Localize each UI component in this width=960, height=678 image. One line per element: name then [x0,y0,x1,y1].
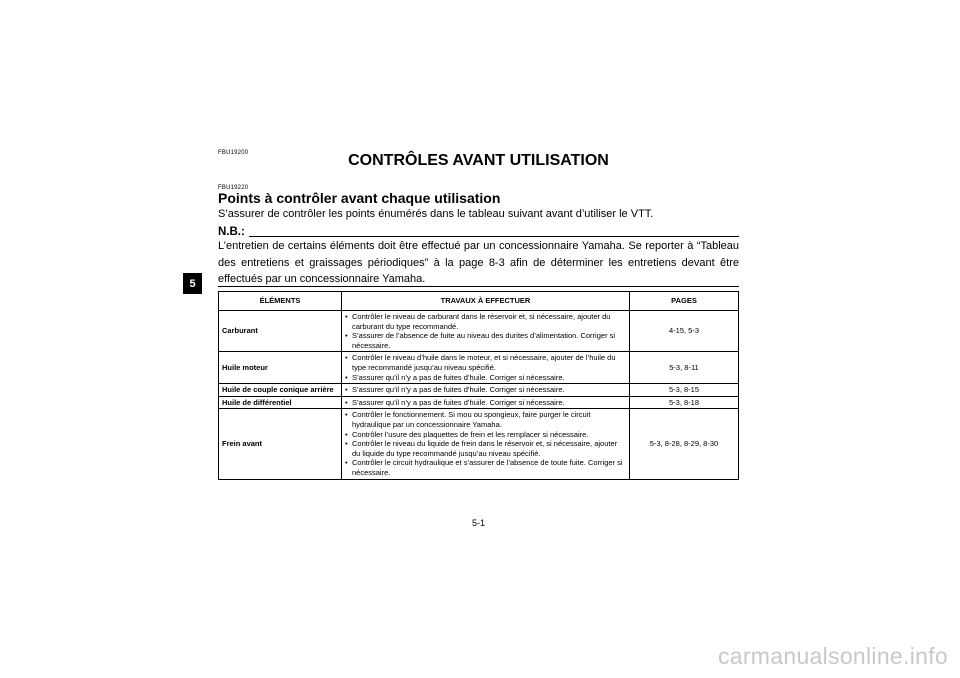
table-header-row [219,292,739,311]
task-item: • Contrôler le niveau de carburant dans le réservoir et, si nécessaire, ajouter du carburant du type recommandé. [345,312,626,331]
intro-text: S’assurer de contrôler les points énumérés dans le tableau suivant avant d’utiliser le VTT. [218,208,654,220]
task-item: • S’assurer qu’il n’y a pas de fuites d’huile. Corriger si nécessaire. [345,373,626,383]
task-item: • S’assurer qu’il n’y a pas de fuites d’huile. Corriger si nécessaire. [345,398,626,408]
page-number: 5-1 [471,518,485,528]
row-tasks [342,311,630,352]
row-pages: 5-3, 8-18 [630,396,739,409]
header-items: ÉLÉMENTS [219,292,342,311]
row-tasks [342,352,630,384]
table-row [219,384,739,397]
header-pages: PAGES [630,292,739,311]
row-item: Huile moteur [219,352,342,384]
row-pages: 4-15, 5-3 [630,311,739,352]
row-pages: 5-3, 8-28, 8-29, 8-30 [630,409,739,479]
task-item: • Contrôler l’usure des plaquettes de frein et les remplacer si nécessaire. [345,430,626,440]
watermark: carmanualsonline.info [717,643,948,669]
row-pages: 5-3, 8-11 [630,352,739,384]
row-item: Huile de différentiel [219,396,342,409]
task-item: • Contrôler le niveau d’huile dans le moteur, et si nécessaire, ajouter de l’huile du type recommandé jusqu’au niveau spécifié. [345,353,626,372]
reference-code-section: FBU19220 [218,185,249,191]
page-title: CONTRÔLES AVANT UTILISATION [348,152,609,169]
row-tasks [342,384,630,397]
row-pages: 5-3, 8-15 [630,384,739,397]
row-tasks [342,396,630,409]
table-row [219,396,739,409]
task-item: • Contrôler le niveau du liquide de frein dans le réservoir et, si nécessaire, ajouter du liquide du type recommandé jusqu’au niveau spécifié. [345,439,626,458]
row-tasks [342,409,630,479]
task-item: • S’assurer de l’absence de fuite au niveau des durites d’alimentation. Corriger si nécessaire. [345,331,626,350]
pre-operation-checklist-table [218,291,739,480]
note-text: L’entretien de certains éléments doit être effectué par un concessionnaire Yamaha. Se reporter à “Tableau des entretiens et graissages périodiques” à la page 8-3 afin de déterminer les entretiens devant être effectués par un concessionnaire Yamaha. [218,240,739,285]
reference-code-title: FBU19200 [218,150,249,156]
note-label: N.B.: [218,226,245,238]
note-rule [249,236,739,237]
task-item: • Contrôler le circuit hydraulique et s’assurer de l’absence de toute fuite. Corriger si nécessaire. [345,458,626,477]
row-item: Huile de couple conique arrière [219,384,342,397]
section-title: Points à contrôler avant chaque utilisation [218,190,501,206]
task-item: • Contrôler le fonctionnement. Si mou ou spongieux, faire purger le circuit hydraulique par un concessionnaire Yamaha. [345,410,626,429]
chapter-tab: 5 [183,273,202,294]
task-item: • S’assurer qu’il n’y a pas de fuites d’huile. Corriger si nécessaire. [345,385,626,395]
note-end-rule [218,286,739,287]
row-item: Frein avant [219,409,342,479]
header-work: TRAVAUX À EFFECTUER [342,292,630,311]
table-row [219,409,739,479]
row-item: Carburant [219,311,342,352]
table-row [219,352,739,384]
table-row [219,311,739,352]
